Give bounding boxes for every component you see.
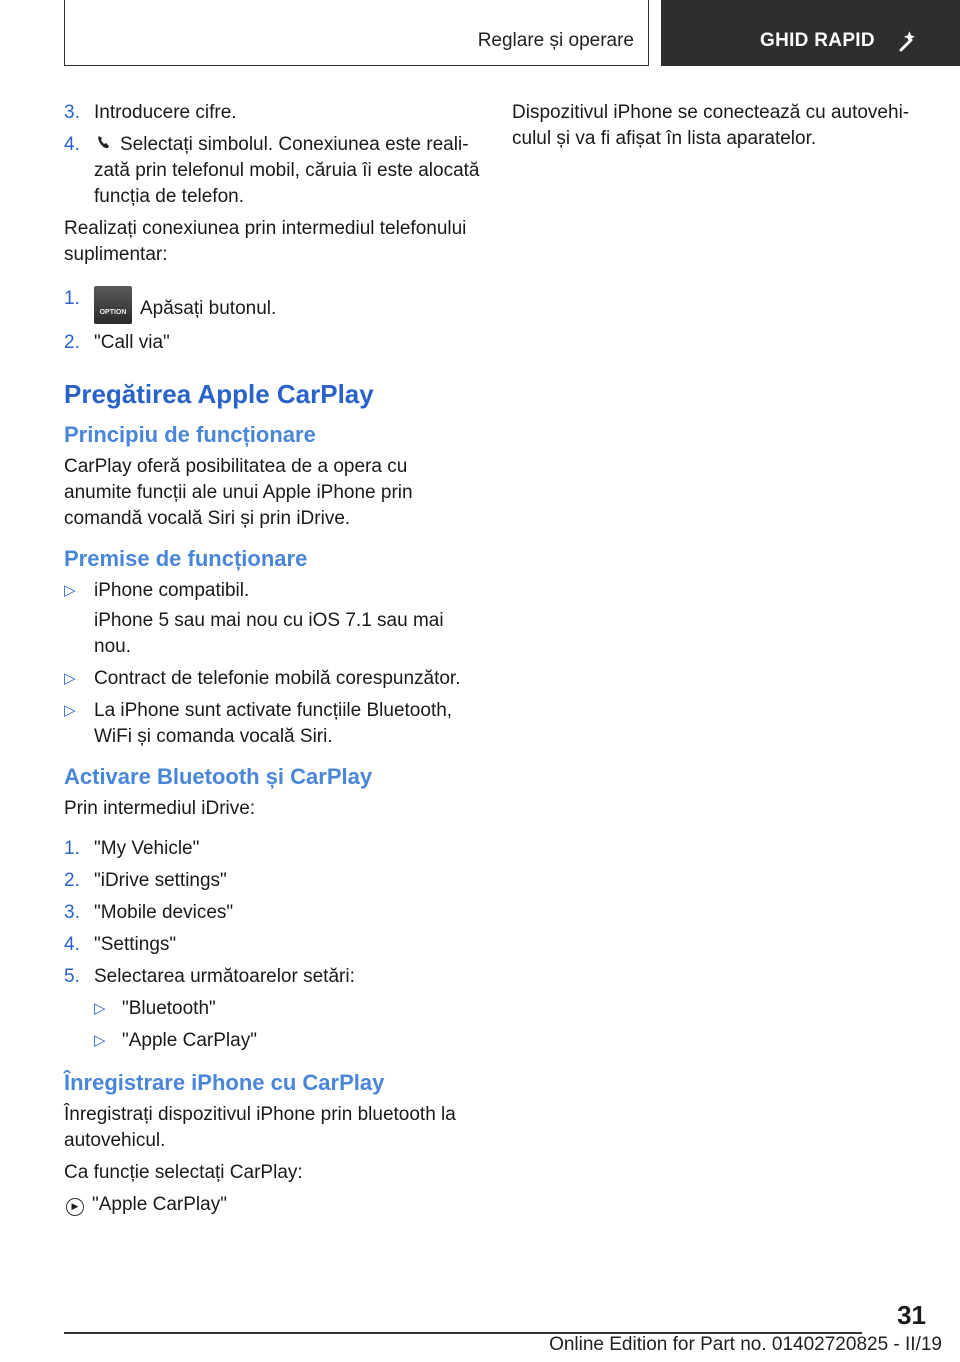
- triangle-bullet-icon: ▷: [64, 702, 76, 719]
- list-item: 1. "My Vehicle": [64, 838, 200, 859]
- paragraph: Ca funcție selectați CarPlay:: [64, 1162, 303, 1183]
- list-item: 5. Selectarea următoarelor setări:: [64, 966, 355, 987]
- triangle-bullet-icon: ▷: [94, 1000, 106, 1017]
- wrench-sparkle-icon: [897, 30, 921, 54]
- list-item: 1. OPTION Apăsați butonul.: [64, 286, 480, 324]
- play-circle-icon: ▶: [66, 1198, 84, 1216]
- list-item: 3. "Mobile devices": [64, 902, 234, 923]
- left-column: [64, 100, 480, 1224]
- list-subitem: ▷ "Bluetooth": [64, 996, 480, 1022]
- subsection-heading: Premise de funcționare: [64, 546, 308, 571]
- paragraph: Dispozitivul iPhone se conectează cu autovehiculul și va fi afișat în lista aparatelor.: [512, 102, 910, 149]
- option-button-icon: OPTION: [94, 286, 132, 324]
- right-column: [512, 100, 912, 158]
- list-item: ▷ iPhone compatibil.: [64, 578, 480, 604]
- triangle-bullet-icon: ▷: [64, 582, 76, 599]
- chapter-label: GHID RAPID: [760, 30, 875, 51]
- page-number: 31: [897, 1300, 926, 1330]
- edition-footer: Online Edition for Part no. 01402720825 - II/19: [549, 1334, 942, 1355]
- triangle-bullet-icon: ▷: [64, 670, 76, 687]
- list-item: ▷ La iPhone sunt activate funcțiile Bluetooth, WiFi și comanda vocală Siri.: [64, 700, 453, 747]
- paragraph: Înregistrați dispozitivul iPhone prin bluetooth la autovehicul.: [64, 1104, 456, 1151]
- section-heading: Pregătirea Apple CarPlay: [64, 379, 374, 409]
- triangle-bullet-icon: ▷: [94, 1032, 106, 1049]
- header-section-tab: [64, 0, 649, 66]
- list-item: 4. "Settings": [64, 934, 177, 955]
- list-item: 4. Selectați simbolul. Conexiunea este realizată prin telefonul mobil, căruia îi este alocată funcția de telefon.: [64, 134, 480, 207]
- list-item: 3. Introducere cifre.: [64, 102, 237, 123]
- subsection-heading: Înregistrare iPhone cu CarPlay: [64, 1070, 385, 1095]
- subsection-heading: Activare Bluetooth și CarPlay: [64, 764, 373, 789]
- header-chapter-tab: [661, 0, 960, 66]
- list-item: 2. "Call via": [64, 332, 170, 353]
- paragraph: CarPlay oferă posibilitatea de a opera cu anumite funcții ale unui Apple iPhone prin comandă vocală Siri și prin iDrive.: [64, 456, 413, 529]
- list-item-note: iPhone 5 sau mai nou cu iOS 7.1 sau mai nou.: [94, 610, 444, 657]
- list-subitem: ▷ "Apple CarPlay": [64, 1028, 480, 1054]
- paragraph: Realizați conexiunea prin intermediul telefonului suplimentar:: [64, 218, 467, 265]
- section-label: Reglare și operare: [477, 30, 634, 51]
- paragraph: ▶ "Apple CarPlay": [64, 1192, 480, 1218]
- list-item: ▷ Contract de telefonie mobilă corespunzător.: [64, 666, 480, 692]
- phone-handset-icon: [94, 132, 114, 158]
- subsection-heading: Principiu de funcționare: [64, 422, 316, 447]
- list-item: 2. "iDrive settings": [64, 870, 227, 891]
- paragraph: Prin intermediul iDrive:: [64, 798, 256, 819]
